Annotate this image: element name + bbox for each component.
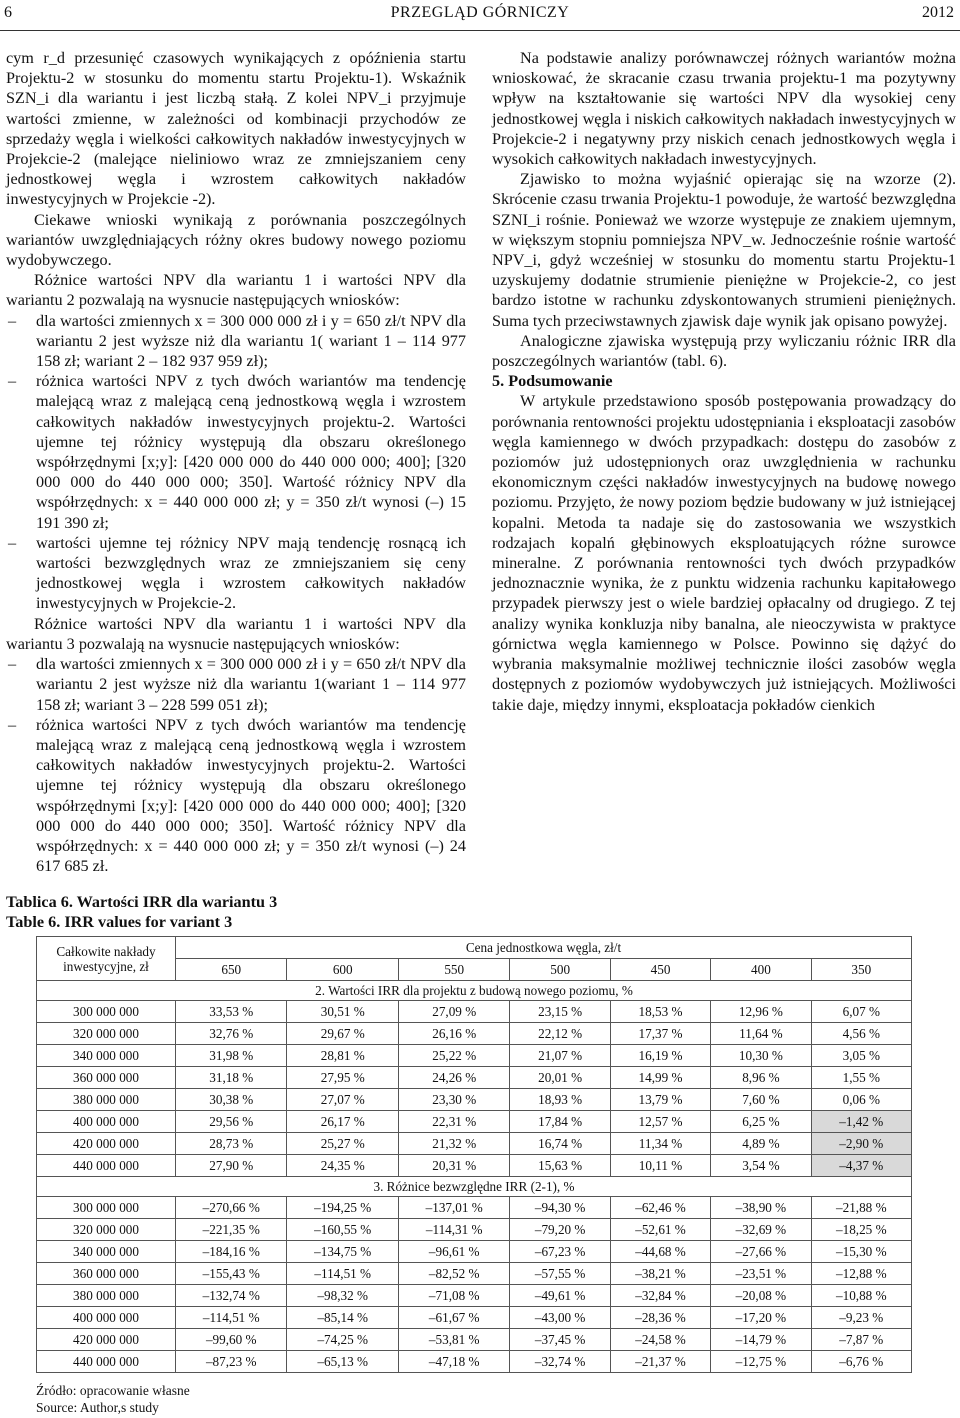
table-cell: –82,52 %	[398, 1263, 509, 1285]
table-cell: 28,73 %	[176, 1133, 287, 1155]
table-cell: –32,74 %	[510, 1351, 610, 1373]
table-row	[37, 1023, 912, 1045]
table-caption	[6, 892, 466, 932]
table-cell: 26,16 %	[398, 1023, 509, 1045]
table-cell: –44,68 %	[610, 1241, 710, 1263]
table-cell: 29,67 %	[287, 1023, 398, 1045]
table-cell: –7,87 %	[811, 1329, 911, 1351]
table-cell: –87,23 %	[176, 1351, 287, 1373]
table-cell: 1,55 %	[811, 1067, 911, 1089]
table-row	[37, 1155, 912, 1177]
table-cell: 30,38 %	[176, 1089, 287, 1111]
table-cell: –53,81 %	[398, 1329, 509, 1351]
journal-title: PRZEGLĄD GÓRNICZY	[390, 4, 570, 21]
paragraph: Ciekawe wnioski wynikają z porównania poszczególnych wariantów uwzględniających różny okres budowy nowego poziomu wydobywczego.	[6, 210, 466, 270]
table-cell: –114,51 %	[287, 1263, 398, 1285]
table-cell: –1,42 %	[811, 1111, 911, 1133]
table-cell: –49,61 %	[510, 1285, 610, 1307]
table-cell: 3,54 %	[711, 1155, 811, 1177]
table-cell: –98,32 %	[287, 1285, 398, 1307]
table-cell: –85,14 %	[287, 1307, 398, 1329]
price-header-cell: 400	[711, 959, 811, 981]
table-cell: 3,05 %	[811, 1045, 911, 1067]
table-cell: 15,63 %	[510, 1155, 610, 1177]
section-title: 2. Wartości IRR dla projektu z budową nowego poziomu, %	[37, 981, 912, 1001]
table-cell: –28,36 %	[610, 1307, 710, 1329]
row-label: 380 000 000	[37, 1285, 176, 1307]
row-label: 400 000 000	[37, 1111, 176, 1133]
row-label: 420 000 000	[37, 1329, 176, 1351]
table-cell: –65,13 %	[287, 1351, 398, 1373]
row-label: 360 000 000	[37, 1067, 176, 1089]
table-cell: 25,22 %	[398, 1045, 509, 1067]
table-cell: –132,74 %	[176, 1285, 287, 1307]
table-row	[37, 1067, 912, 1089]
table-cell: 0,06 %	[811, 1089, 911, 1111]
table-cell: 31,98 %	[176, 1045, 287, 1067]
table-cell: –6,76 %	[811, 1351, 911, 1373]
table-cell: 21,07 %	[510, 1045, 610, 1067]
page-header	[0, 0, 960, 30]
table-row	[37, 1307, 912, 1329]
table-cell: 29,56 %	[176, 1111, 287, 1133]
list-item: – różnica wartości NPV z tych dwóch wariantów ma tendencję malejącą wraz z malejącą ceną jednostkową węgla i wzrostem całkowitych nakładów inwestycyjnych projektu-2. Wartości ujemne tej różnicy występują dla obszaru określonego współrzędnymi [x;y]: [420 000 000 do 440 000 000; 400]; [320 000 000 do 440 000 000; 350]. Wartość różnicy NPV dla współrzędnych: x = 440 000 000 zł; y = 350 zł/t wynosi (–) 24 617 685 zł.	[6, 715, 466, 877]
table-cell: –38,21 %	[610, 1263, 710, 1285]
table-caption-en: Table 6. IRR values for variant 3	[6, 913, 233, 932]
table-cell: 31,18 %	[176, 1067, 287, 1089]
paragraph: Różnice wartości NPV dla wariantu 1 i wartości NPV dla wariantu 2 pozwalają na wysnucie następujących wniosków:	[6, 271, 466, 310]
table-cell: –10,88 %	[811, 1285, 911, 1307]
table-cell: 18,93 %	[510, 1089, 610, 1111]
table-cell: –134,75 %	[287, 1241, 398, 1263]
table-cell: 6,07 %	[811, 1001, 911, 1023]
table-cell: 26,17 %	[287, 1111, 398, 1133]
table-cell: –194,25 %	[287, 1197, 398, 1219]
price-header: Cena jednostkowa węgla, zł/t	[176, 937, 912, 959]
table-cell: –17,20 %	[711, 1307, 811, 1329]
table-cell: –12,75 %	[711, 1351, 811, 1373]
table-row	[37, 1001, 912, 1023]
table-cell: 23,30 %	[398, 1089, 509, 1111]
table-source	[36, 1382, 190, 1416]
table-cell: 21,32 %	[398, 1133, 509, 1155]
table-cell: –43,00 %	[510, 1307, 610, 1329]
table-cell: 11,34 %	[610, 1133, 710, 1155]
table-cell: –21,88 %	[811, 1197, 911, 1219]
row-label: 300 000 000	[37, 1001, 176, 1023]
table-cell: –14,79 %	[711, 1329, 811, 1351]
table-cell: 27,07 %	[287, 1089, 398, 1111]
conclusions-list-2	[6, 654, 466, 876]
list-item: – dla wartości zmiennych x = 300 000 000 zł i y = 650 zł/t NPV dla wariantu 2 jest wyższe niż dla wariantu 1(wariant 1 – 114 977 158 zł; wariant 3 – 228 599 051 zł);	[6, 654, 466, 715]
section-row	[37, 1177, 912, 1197]
table-row	[37, 1111, 912, 1133]
row-label: 300 000 000	[37, 1197, 176, 1219]
row-label: 400 000 000	[37, 1307, 176, 1329]
row-label: 340 000 000	[37, 1241, 176, 1263]
table-cell: –32,69 %	[711, 1219, 811, 1241]
row-label: 320 000 000	[37, 1219, 176, 1241]
table-cell: –184,16 %	[176, 1241, 287, 1263]
table-cell: –20,08 %	[711, 1285, 811, 1307]
table-cell: 27,95 %	[287, 1067, 398, 1089]
list-item: – wartości ujemne tej różnicy NPV mają tendencję rosnącą ich wartości bezwzględnych wraz ze zmniejszaniem się ceny jednostkowej węgla i wzrostem całkowitych nakładów inwestycyjnych w Projekcie-2.	[6, 533, 466, 614]
table-cell: 4,89 %	[711, 1133, 811, 1155]
corner-header: Całkowite nakłady inwestycyjne, zł	[37, 937, 176, 981]
table-cell: –62,46 %	[610, 1197, 710, 1219]
right-column	[492, 48, 956, 715]
source-pl: Źródło: opracowanie własne	[36, 1383, 190, 1398]
source-en: Source: Author,s study	[36, 1400, 159, 1415]
table-cell: 23,15 %	[510, 1001, 610, 1023]
table-cell: 4,56 %	[811, 1023, 911, 1045]
table-cell: –38,90 %	[711, 1197, 811, 1219]
price-header-cell: 500	[510, 959, 610, 981]
table-cell: –114,51 %	[176, 1307, 287, 1329]
row-label: 320 000 000	[37, 1023, 176, 1045]
table-cell: 6,25 %	[711, 1111, 811, 1133]
table-cell: 33,53 %	[176, 1001, 287, 1023]
table-row	[37, 1263, 912, 1285]
table-cell: 32,76 %	[176, 1023, 287, 1045]
table-cell: 12,96 %	[711, 1001, 811, 1023]
table-cell: –4,37 %	[811, 1155, 911, 1177]
table-body	[37, 981, 912, 1373]
table-cell: 10,11 %	[610, 1155, 710, 1177]
table-cell: 11,64 %	[711, 1023, 811, 1045]
table-row	[37, 1351, 912, 1373]
price-header-cell: 600	[287, 959, 398, 981]
table-cell: –52,61 %	[610, 1219, 710, 1241]
paragraph: W artykule przedstawiono sposób postępowania prowadzący do porównania rentowności projektu udostępniania i eksploatacji zasobów węgla kamiennego w dwóch przypadkach: dostępu do zasobów z poziomów już udostępnionych oraz uwzględnienia w rachunku ekonomicznym części nakładów inwestycyjnych na budowę nowego poziomu. Przyjęto, że nowy poziom będzie budowany w już istniejącej kopalni. Metoda ta nadaje się do zastosowania we wszystkich rodzajach kopalń głębinowych eksploatujących różne surowce mineralne. Z porównania rentowności tych dwóch przypadków jednoznacznie wynika, że z punktu widzenia rachunku kapitałowego przypadek pierwszy jest o wiele bardziej opłacalny od drugiego. Z tej analizy wynika konkluzja niby banalna, ale nieoczywista w praktyce górnictwa węgla kamiennego w Polsce. Powinno się dążyć do wybrania maksymalnie możliwej technicznie ilości zasobów węgla dostępnych z poziomów wydobywczych już istniejących. Możliwości takie daje, między innymi, eksploatacja pokładów cienkich	[492, 392, 956, 714]
table-cell: –24,58 %	[610, 1329, 710, 1351]
table-cell: –99,60 %	[176, 1329, 287, 1351]
section-row	[37, 981, 912, 1001]
price-header-cell: 550	[398, 959, 509, 981]
table-cell: –12,88 %	[811, 1263, 911, 1285]
table-cell: –79,20 %	[510, 1219, 610, 1241]
left-column	[6, 48, 466, 932]
table-cell: 25,27 %	[287, 1133, 398, 1155]
paragraph: Zjawisko to można wyjaśnić opierając się na wzorze (2). Skrócenie czasu trwania Projektu-1 powoduje, że wartość bezwzględna SZNI_i rośnie. Ponieważ we wzorze występuje ze znakiem ujemnym, w większym stopniu pomniejsza NPV_w. Jednocześnie rośnie wartość NPV_i, gdyż wcześniej w stosunku do momentu startu Projektu-1 uzyskujemy dodatnie strumienie pieniężne w Projekcie-2, co jest bardzo istotne w rachunku zdyskontowanych strumieni pieniężnych. Suma tych przeciwstawnych zjawisk daje wynik jak opisano powyżej.	[492, 170, 956, 330]
table-cell: –94,30 %	[510, 1197, 610, 1219]
table-cell: 7,60 %	[711, 1089, 811, 1111]
table-cell: –270,66 %	[176, 1197, 287, 1219]
table-cell: 28,81 %	[287, 1045, 398, 1067]
section-heading: 5. Podsumowanie	[492, 372, 613, 391]
table-cell: –32,84 %	[610, 1285, 710, 1307]
row-label: 380 000 000	[37, 1089, 176, 1111]
table-cell: –221,35 %	[176, 1219, 287, 1241]
table-cell: 17,84 %	[510, 1111, 610, 1133]
table-cell: –137,01 %	[398, 1197, 509, 1219]
table-row	[37, 1089, 912, 1111]
paragraph: cym r_d przesunięć czasowych wynikających z opóźnienia startu Projektu-2 w stosunku do momentu startu Projektu-1). Wskaźnik SZN_i dla wariantu i jest liczbą stałą. Z kolei NPV_i przyjmuje wartości zmienne, w zależności od kombinacji przychodów ze sprzedaży węgla i wielkości całkowitych nakładów inwestycyjnych w Projekcie-2 (malejące nieliniowo wraz ze zmniejszaniem ceny jednostkowej węgla i wzrostem całkowitych nakładów inwestycyjnych w Projekcie -2).	[6, 49, 466, 209]
table-row	[37, 1045, 912, 1067]
price-header-cell: 350	[811, 959, 911, 981]
row-label: 440 000 000	[37, 1351, 176, 1373]
table-cell: –96,61 %	[398, 1241, 509, 1263]
table-cell: 27,09 %	[398, 1001, 509, 1023]
row-label: 440 000 000	[37, 1155, 176, 1177]
table-cell: –61,67 %	[398, 1307, 509, 1329]
table-cell: 14,99 %	[610, 1067, 710, 1089]
table-cell: 30,51 %	[287, 1001, 398, 1023]
table-cell: 13,79 %	[610, 1089, 710, 1111]
table-cell: –18,25 %	[811, 1219, 911, 1241]
table-cell: 17,37 %	[610, 1023, 710, 1045]
table-cell: 20,31 %	[398, 1155, 509, 1177]
table-cell: 10,30 %	[711, 1045, 811, 1067]
price-header-cell: 650	[176, 959, 287, 981]
table-cell: 20,01 %	[510, 1067, 610, 1089]
table-row	[37, 1219, 912, 1241]
table-cell: –155,43 %	[176, 1263, 287, 1285]
list-item: – dla wartości zmiennych x = 300 000 000 zł i y = 650 zł/t NPV dla wariantu 2 jest wyższe niż dla wariantu 1( wariant 1 – 114 977 158 zł; wariant 2 – 182 937 959 zł);	[6, 311, 466, 372]
table-cell: –160,55 %	[287, 1219, 398, 1241]
table-cell: –9,23 %	[811, 1307, 911, 1329]
table-cell: 22,12 %	[510, 1023, 610, 1045]
table-row	[37, 1329, 912, 1351]
table-cell: –71,08 %	[398, 1285, 509, 1307]
row-label: 420 000 000	[37, 1133, 176, 1155]
list-item: – różnica wartości NPV z tych dwóch wariantów ma tendencję malejącą wraz z malejącą ceną jednostkową węgla i wzrostem całkowitych nakładów inwestycyjnych projektu-2. Wartości ujemne tej różnicy występują dla obszaru określonego współrzędnymi [x;y]: [420 000 000 do 440 000 000; 400]; [320 000 000 do 440 000 000; 350]. Wartość różnicy NPV dla współrzędnych: x = 440 000 000 zł; y = 350 zł/t wynosi (–) 15 191 390 zł;	[6, 371, 466, 533]
table-cell: 18,53 %	[610, 1001, 710, 1023]
table-cell: –2,90 %	[811, 1133, 911, 1155]
table-cell: –23,51 %	[711, 1263, 811, 1285]
table-row	[37, 1133, 912, 1155]
table-cell: –15,30 %	[811, 1241, 911, 1263]
paragraph: Analogiczne zjawiska występują przy wyliczaniu różnic IRR dla poszczególnych wariantów (tabl. 6).	[492, 331, 956, 371]
paragraph: Różnice wartości NPV dla wariantu 1 i wartości NPV dla wariantu 3 pozwalają na wysnucie następujących wniosków:	[6, 614, 466, 653]
year: 2012	[922, 4, 954, 21]
page-number: 6	[4, 4, 12, 21]
table-cell: –27,66 %	[711, 1241, 811, 1263]
table-cell: –21,37 %	[610, 1351, 710, 1373]
row-label: 360 000 000	[37, 1263, 176, 1285]
table-cell: 27,90 %	[176, 1155, 287, 1177]
table-cell: –74,25 %	[287, 1329, 398, 1351]
conclusions-list-1	[6, 311, 466, 614]
table-caption-pl: Tablica 6. Wartości IRR dla wariantu 3	[6, 893, 278, 912]
header-rule	[0, 30, 960, 31]
table-cell: –114,31 %	[398, 1219, 509, 1241]
table-cell: –57,55 %	[510, 1263, 610, 1285]
table-cell: 22,31 %	[398, 1111, 509, 1133]
table-cell: 16,19 %	[610, 1045, 710, 1067]
table-cell: 8,96 %	[711, 1067, 811, 1089]
irr-table	[36, 936, 912, 1373]
table-cell: –67,23 %	[510, 1241, 610, 1263]
table-row	[37, 1241, 912, 1263]
table-cell: –47,18 %	[398, 1351, 509, 1373]
table-row	[37, 1197, 912, 1219]
table-cell: –37,45 %	[510, 1329, 610, 1351]
price-header-cell: 450	[610, 959, 710, 981]
table-row	[37, 1285, 912, 1307]
table-cell: 16,74 %	[510, 1133, 610, 1155]
section-title: 3. Różnice bezwzględne IRR (2-1), %	[37, 1177, 912, 1197]
row-label: 340 000 000	[37, 1045, 176, 1067]
paragraph: Na podstawie analizy porównawczej różnych wariantów można wnioskować, że skracanie czasu trwania projektu-1 ma pozytywny wpływ na kształtowanie się wartości NPV dla wysokiej ceny jednostkowej węgla i niskich całkowitych nakładach inwestycyjnych w Projekcie-2 i negatywny przy niskich cenach jednostkowych węgla i wysokich całkowitych nakładach inwestycyjnych.	[492, 49, 956, 169]
table-cell: 12,57 %	[610, 1111, 710, 1133]
table-cell: 24,26 %	[398, 1067, 509, 1089]
table-cell: 24,35 %	[287, 1155, 398, 1177]
